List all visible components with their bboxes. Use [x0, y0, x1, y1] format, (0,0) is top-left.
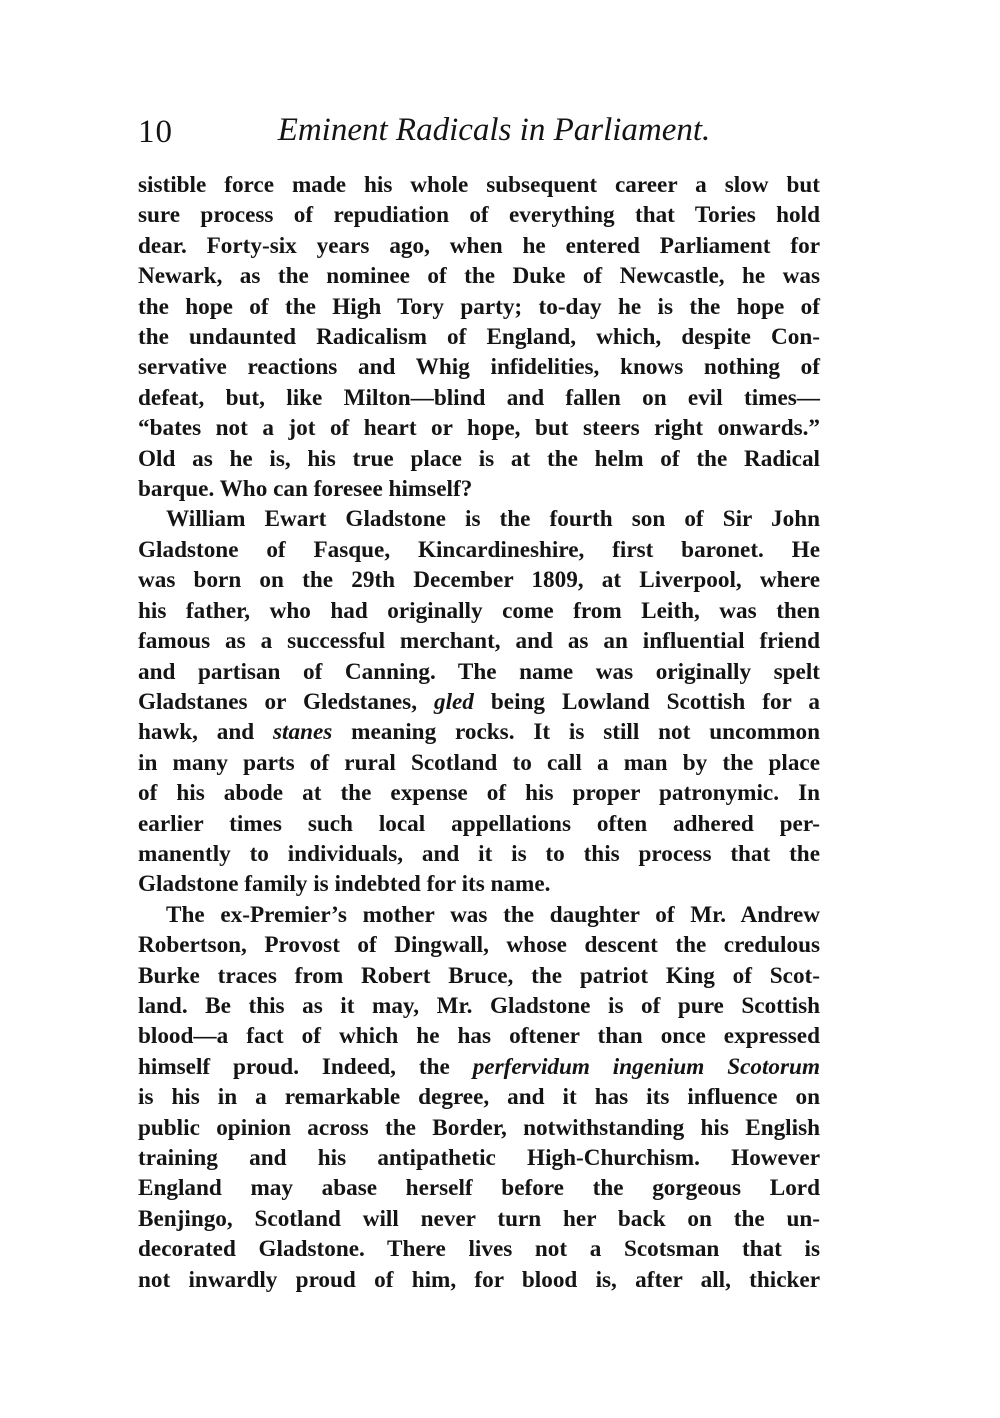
text-line [138, 717, 820, 747]
text-line: manently to individuals, and it is to this process that the [138, 840, 820, 867]
text-run: meaning rocks. It is still not uncommon [332, 719, 820, 746]
text-line: land. Be this as it may, Mr. Gladstone is of pure Scottish [138, 992, 820, 1019]
text-line: earlier times such local appellations often adhered per- [138, 810, 820, 837]
text-line: The ex-Premier’s mother was the daughter of Mr. Andrew [166, 901, 820, 928]
text-line: sure process of repudiation of everything that Tories hold [138, 202, 820, 229]
text-line: not inwardly proud of him, for blood is, after all, thicker [138, 1266, 820, 1293]
text-run: being Lowland Scottish for a [473, 688, 820, 715]
text-line: defeat, but, like Milton—blind and fallen on evil times— [138, 384, 820, 411]
body-text [138, 170, 820, 1295]
text-line: Gladstone of Fasque, Kincardineshire, first baronet. He [138, 536, 820, 563]
text-line: in many parts of rural Scotland to call a man by the place [138, 749, 820, 776]
text-line: blood—a fact of which he has oftener than once expressed [138, 1023, 820, 1050]
text-line: sistible force made his whole subsequent career a slow but [138, 172, 820, 198]
italic-term: stanes [273, 719, 333, 746]
paragraph-2 [138, 504, 820, 899]
text-run: hawk, and [138, 719, 274, 746]
text-line: “bates not a jot of heart or hope, but steers right onwards.” [138, 415, 820, 442]
text-line [138, 687, 820, 717]
text-line: Robertson, Provost of Dingwall, whose descent the credulous [138, 932, 820, 959]
text-line: famous as a successful merchant, and as an influential friend [138, 628, 820, 655]
italic-term: gled [433, 688, 474, 715]
text-line: the undaunted Radicalism of England, which, despite Con- [138, 324, 820, 351]
running-title: Eminent Radicals in Parliament. [277, 112, 711, 148]
text-line: was born on the 29th December 1809, at Liverpool, where [138, 567, 820, 594]
text-line: public opinion across the Border, notwithstanding his English [138, 1114, 820, 1141]
text-line: training and his antipathetic High-Churchism. However [138, 1145, 820, 1171]
text-run: himself proud. Indeed, the [138, 1053, 473, 1080]
text-line: Benjingo, Scotland will never turn her back on the un- [138, 1205, 820, 1232]
page-header [138, 112, 828, 156]
text-line: Burke traces from Robert Bruce, the patriot King of Scot- [138, 962, 820, 989]
text-line: Newark, as the nominee of the Duke of Newcastle, he was [138, 263, 820, 290]
text-line: the hope of the High Tory party; to-day he is the hope of [138, 293, 820, 320]
text-line: dear. Forty-six years ago, when he entered Parliament for [138, 232, 820, 259]
text-line: barque. Who can foresee himself? [138, 476, 473, 503]
text-line: Gladstone family is indebted for its name. [138, 871, 551, 898]
text-line: William Ewart Gladstone is the fourth son of Sir John [166, 506, 820, 533]
italic-phrase: perfervidum ingenium Scotorum [472, 1053, 820, 1080]
text-line: his father, who had originally come from Leith, was then [138, 597, 820, 624]
paragraph-3 [138, 900, 820, 1295]
text-line: is his in a remarkable degree, and it has its influence on [138, 1084, 820, 1111]
text-run: Gladstanes or Gledstanes, [138, 688, 434, 715]
page-number: 10 [138, 114, 173, 150]
paragraph-1 [138, 170, 820, 504]
text-line: servative reactions and Whig infidelities, knows nothing of [138, 354, 820, 381]
text-line: of his abode at the expense of his proper patronymic. In [138, 780, 820, 807]
text-line: Old as he is, his true place is at the helm of the Radical [138, 445, 820, 472]
text-line [138, 1052, 820, 1082]
text-line: and partisan of Canning. The name was originally spelt [138, 658, 820, 685]
text-line: England may abase herself before the gorgeous Lord [138, 1175, 820, 1202]
text-line: decorated Gladstone. There lives not a Scotsman that is [138, 1236, 820, 1263]
